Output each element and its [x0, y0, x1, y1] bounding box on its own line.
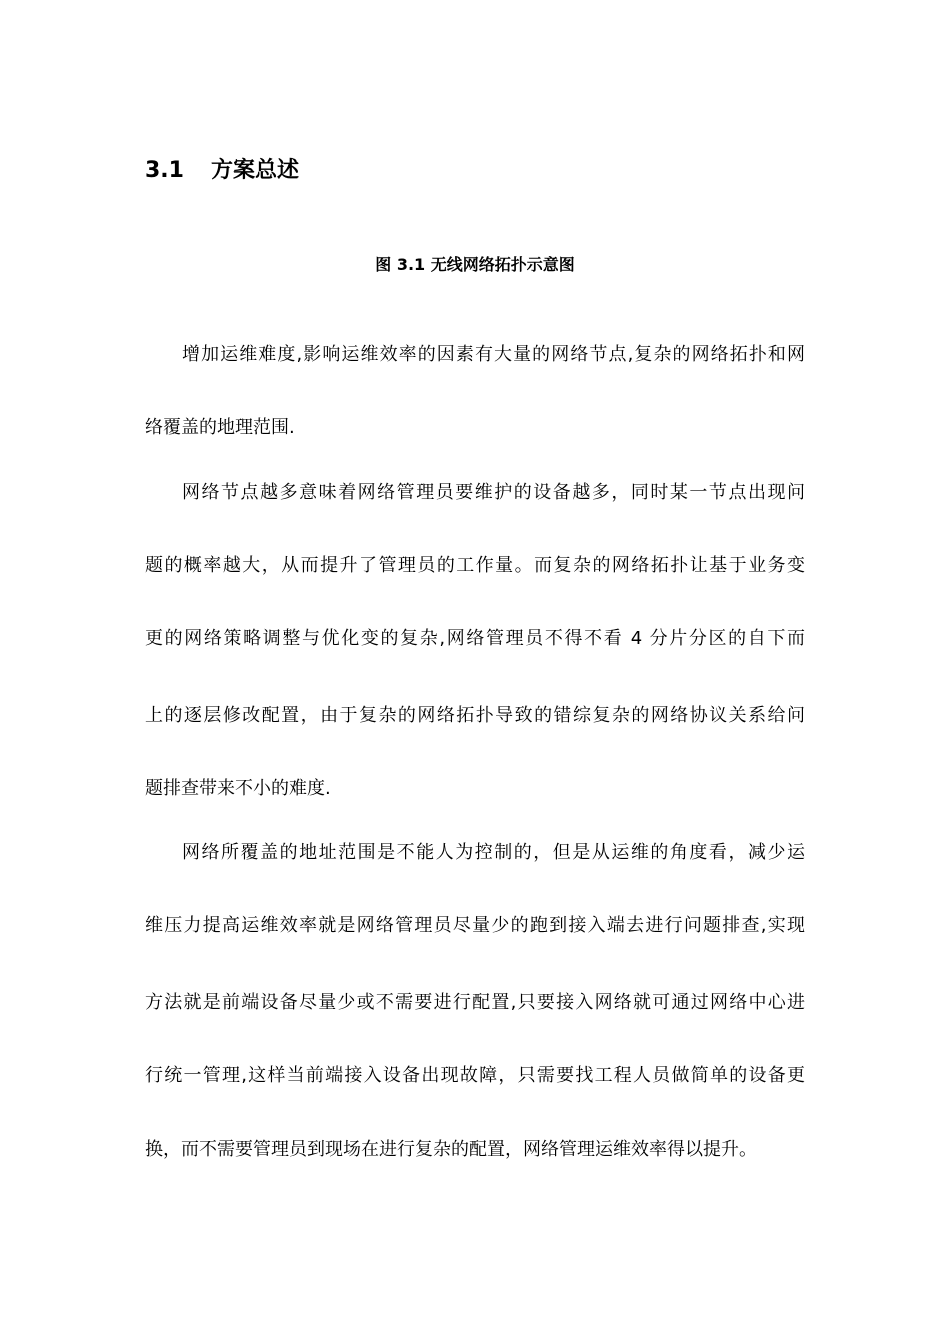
paragraph-2-line-4: 上的逐层修改配置，由于复杂的网络拓扑导致的错综复杂的网络协议关系给问	[145, 705, 805, 726]
paragraph-2-line-1: 网络节点越多意味着网络管理员要维护的设备越多，同时某一节点出现问	[182, 482, 805, 503]
section-title: 方案总述	[211, 158, 300, 183]
paragraph-3-line-4: 行统一管理,这样当前端接入设备出现故障，只需要找工程人员做简单的设备更	[145, 1065, 805, 1086]
paragraph-3-line-3: 方法就是前端设备尽量少或不需要进行配置,只要接入网络就可通过网络中心进	[145, 992, 805, 1013]
paragraph-1-line-1: 增加运维难度,影响运维效率的因素有大量的网络节点,复杂的网络拓扑和网	[182, 344, 805, 365]
paragraph-3-line-2: 维压力提高运维效率就是网络管理员尽量少的跑到接入端去进行问题排查,实现	[145, 915, 805, 936]
paragraph-2-line-3: 更的网络策略调整与优化变的复杂,网络管理员不得不看 4 分片分区的自下而	[145, 628, 805, 649]
paragraph-2-line-2: 题的概率越大，从而提升了管理员的工作量。而复杂的网络拓扑让基于业务变	[145, 555, 805, 576]
paragraph-3-line-5: 换，而不需要管理员到现场在进行复杂的配置，网络管理运维效率得以提升。	[145, 1139, 757, 1160]
section-number: 3.1	[145, 158, 184, 183]
figure-caption: 图 3.1 无线网络拓扑示意图	[375, 255, 575, 274]
paragraph-3-line-1: 网络所覆盖的地址范围是不能人为控制的，但是从运维的角度看，减少运	[182, 842, 805, 863]
paragraph-1-line-2: 络覆盖的地理范围.	[145, 417, 295, 438]
paragraph-2-line-5: 题排查带来不小的难度.	[145, 778, 331, 799]
section-heading	[145, 155, 299, 187]
